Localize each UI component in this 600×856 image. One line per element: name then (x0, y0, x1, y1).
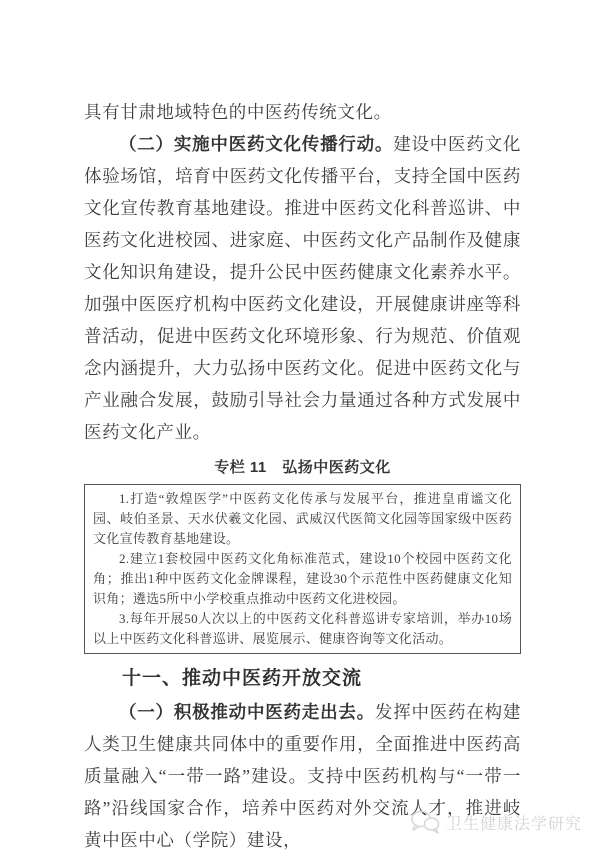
paragraph-lead-bold: （二）实施中医药文化传播行动。 (119, 134, 394, 154)
page-body (84, 96, 521, 856)
section-heading: 十一、推动中医药开放交流 (122, 668, 363, 689)
paragraph-lead-bold-2: （一）积极推动中医药走出去。 (119, 702, 375, 722)
watermark (410, 810, 582, 834)
paragraph-culture-action (84, 128, 521, 448)
chat-bubbles-icon (410, 810, 440, 834)
column-box (84, 484, 521, 654)
watermark-text: 卫生健康法学研究 (445, 815, 582, 833)
column-box-item-3: 3.每年开展50人次以上的中医药文化科普巡讲专家培训，举办10场以上中医药文化科普巡讲、展览展示、健康咨询等文化活动。 (93, 611, 512, 646)
column-box-title: 专栏 11 弘扬中医药文化 (214, 459, 391, 476)
paragraph-continuation: 具有甘肃地域特色的中医药传统文化。 (84, 102, 392, 122)
paragraph-body-text: 建设中医药文化体验场馆，培育中医药文化传播平台，支持全国中医药文化宣传教育基地建设。推进中医药文化科普巡讲、中医药文化进校园、进家庭、中医药文化产品制作及健康文化知识角建设，提升公民中医药健康文化素养水平。加强中医医疗机构中医药文化建设，开展健康讲座等科普活动，促进中医药文化环境形象、行为规范、价值观念内涵提升，大力弘扬中医药文化。促进中医药文化与产业融合发展，鼓励引导社会力量通过各种方式发展中医药文化产业。 (84, 134, 522, 442)
column-box-item-1: 1.打造“敦煌医学”中医药文化传承与发展平台，推进皇甫谧文化园、岐伯圣景、天水伏羲文化园、武威汉代医简文化园等国家级中医药文化宣传教育基地建设。 (93, 491, 512, 546)
column-box-item-2: 2.建立1套校园中医药文化角标准范式，建设10个校园中医药文化角；推出1种中医药文化金牌课程，建设30个示范性中医药健康文化知识角；遴选5所中小学校重点推动中医药文化进校园。 (93, 551, 512, 606)
paragraph-body-text-2: 发挥中医药在构建人类卫生健康共同体中的重要作用，全面推进中医药高质量融入“一带一路”建设。支持中医药机构与“一带一路”沿线国家合作，培养中医药对外交流人才，推进岐黄中医中心（学院）建设， (84, 702, 521, 850)
